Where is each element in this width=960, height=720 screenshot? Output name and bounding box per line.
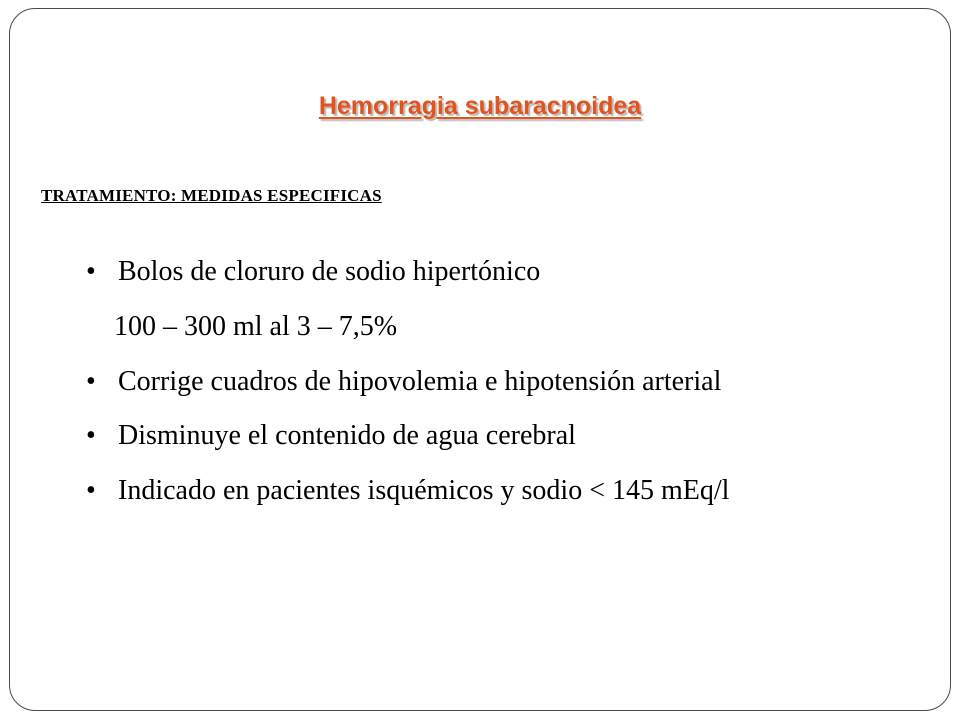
list-item-text: Corrige cuadros de hipovolemia e hipotensión arterial bbox=[118, 366, 722, 397]
section-subtitle: TRATAMIENTO: MEDIDAS ESPECIFICAS bbox=[41, 186, 382, 205]
list-item-text: 100 – 300 ml al 3 – 7,5% bbox=[114, 311, 398, 342]
slide-frame bbox=[9, 8, 951, 711]
bullet-marker: • bbox=[86, 256, 96, 287]
list-item-text: Disminuye el contenido de agua cerebral bbox=[118, 420, 576, 451]
bullet-marker: • bbox=[86, 366, 96, 397]
list-item-text: Bolos de cloruro de sodio hipertónico bbox=[118, 256, 541, 287]
list-item-text: Indicado en pacientes isquémicos y sodio < 145 mEq/l bbox=[118, 475, 730, 506]
bullet-list bbox=[10, 9, 950, 709]
bullet-marker: • bbox=[86, 475, 96, 506]
slide-title: Hemorragia subaracnoidea bbox=[318, 92, 642, 120]
bullet-marker: • bbox=[86, 420, 96, 451]
